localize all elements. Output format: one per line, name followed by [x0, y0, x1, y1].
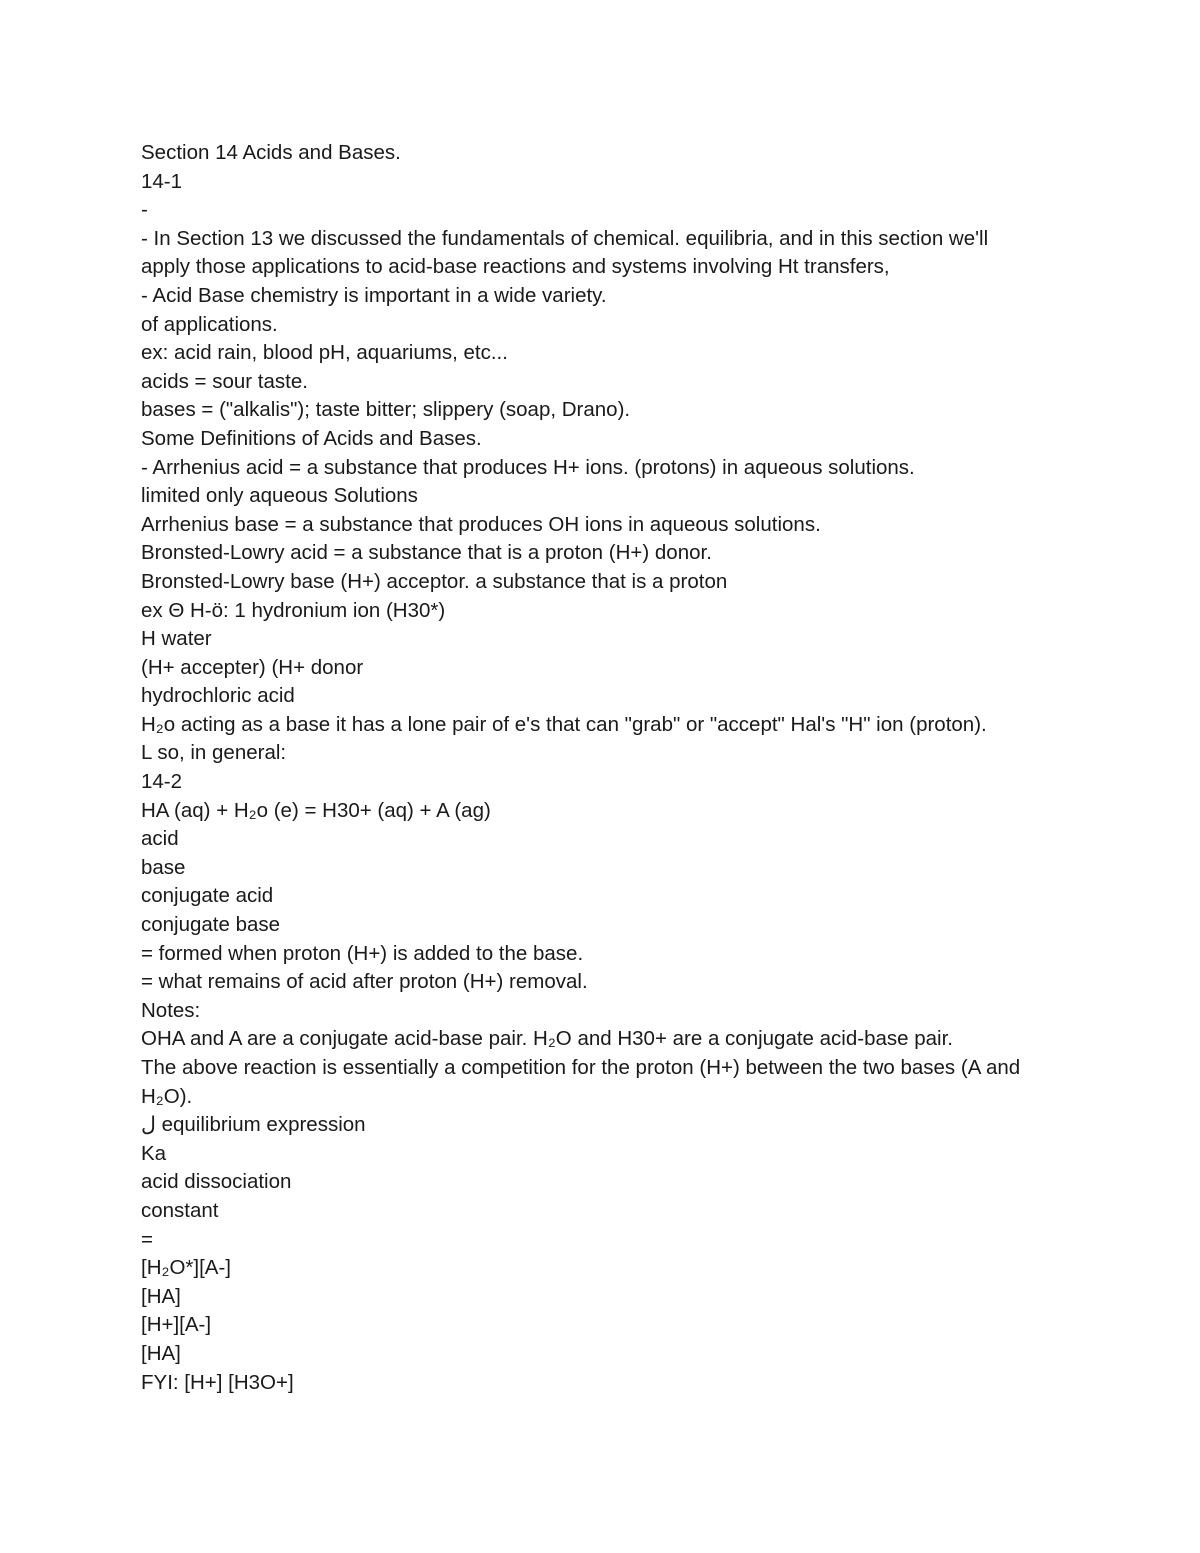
text-line: conjugate acid [141, 884, 274, 908]
text-line: limited only aqueous Solutions [141, 484, 418, 508]
equation-line: [HA] [141, 1341, 181, 1365]
text-line: - [141, 198, 148, 222]
text-line: base [141, 855, 186, 879]
text-line: constant [141, 1198, 219, 1222]
text-line: = [141, 1227, 153, 1251]
text-line: hydrochloric acid [141, 684, 295, 708]
equation-line: HA (aq) + H₂o (e) = H30+ (aq) + A (ag) [141, 798, 491, 822]
text-line: - In Section 13 we discussed the fundamentals of chemical. equilibria, and in this section we'll apply those applications to acid-base reactions and systems involving Ht transfers, [141, 226, 994, 279]
equation-line: [HA] [141, 1284, 181, 1308]
equation-line: [H+][A-] [141, 1313, 212, 1337]
text-line: Bronsted-Lowry acid = a substance that is a proton (H+) donor. [141, 541, 712, 565]
text-line: acids = sour taste. [141, 369, 308, 393]
text-line: L so, in general: [141, 741, 287, 765]
text-line: - Acid Base chemistry is important in a wide variety. [141, 283, 607, 307]
text-line: ل equilibrium expression [141, 1113, 366, 1137]
section-number: 14-1 [141, 169, 183, 193]
text-line: The above reaction is essentially a competition for the proton (H+) between the two bases (A and H₂O). [141, 1056, 1026, 1108]
equation-line: [H₂O*][A-] [141, 1256, 231, 1280]
text-line: ex Θ H-ö: 1 hydronium ion (H30*) [141, 598, 446, 622]
text-line: Ka [141, 1141, 167, 1165]
text-line: FYI: [H+] [H3O+] [141, 1370, 294, 1394]
text-line: H water [141, 627, 212, 651]
text-line: - Arrhenius acid = a substance that produces H+ ions. (protons) in aqueous solutions. [141, 455, 915, 479]
text-line: ex: acid rain, blood pH, aquariums, etc... [141, 341, 508, 365]
text-line: (H+ accepter) (H+ donor [141, 655, 364, 679]
text-line: of applications. [141, 312, 278, 336]
text-line: = formed when proton (H+) is added to the base. [141, 941, 584, 965]
text-line: conjugate base [141, 913, 281, 937]
text-line: bases = ("alkalis"); taste bitter; slippery (soap, Drano). [141, 398, 631, 422]
document-body [141, 139, 1041, 1397]
subheading: Some Definitions of Acids and Bases. [141, 426, 482, 450]
text-line: acid [141, 827, 179, 851]
text-line: = what remains of acid after proton (H+) removal. [141, 970, 588, 994]
text-line: Bronsted-Lowry base (H+) acceptor. a substance that is a proton [141, 569, 728, 593]
document-title: Section 14 Acids and Bases. [141, 141, 401, 164]
text-line: Notes: [141, 998, 201, 1022]
text-line: OHA and A are a conjugate acid-base pair. H₂O and H30+ are a conjugate acid-base pair. [141, 1027, 953, 1051]
text-line: H₂o acting as a base it has a lone pair of e's that can "grab" or "accept" Hal's "H" ion (proton). [141, 712, 987, 736]
section-number: 14-2 [141, 770, 183, 794]
text-line: Arrhenius base = a substance that produces OH ions in aqueous solutions. [141, 512, 821, 536]
text-line: acid dissociation [141, 1170, 292, 1194]
